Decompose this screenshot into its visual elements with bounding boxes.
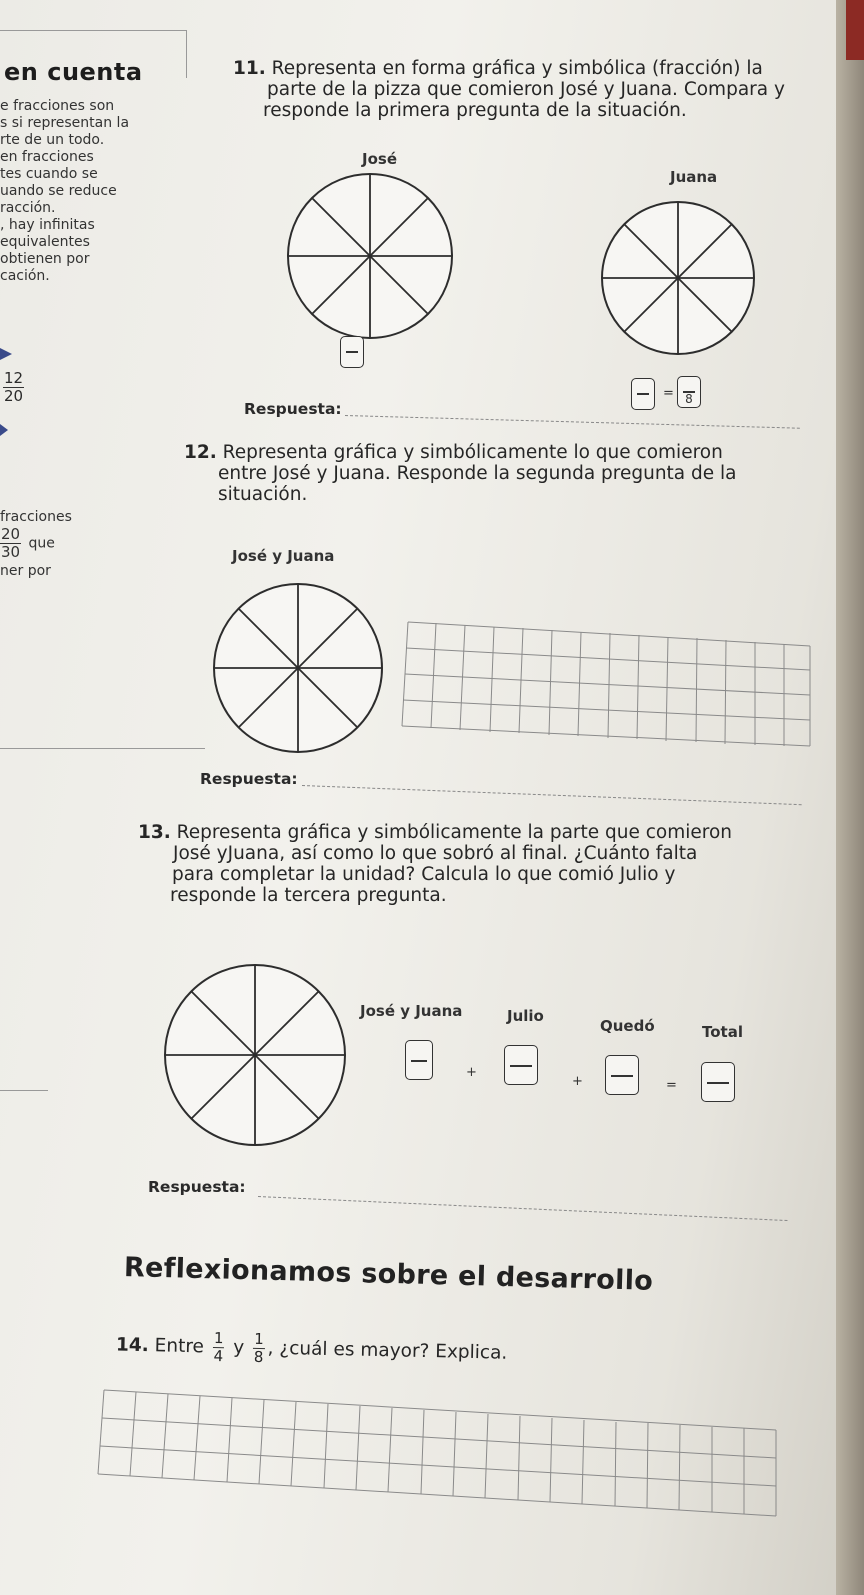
respuesta-label: Respuesta: (200, 770, 298, 788)
fraction-one-eighth (253, 1331, 265, 1366)
fraction-denominator: 20 (4, 387, 24, 405)
fraction-box-jose-y-juana[interactable] (405, 1040, 433, 1080)
fraction-box-total[interactable] (701, 1062, 735, 1102)
respuesta-label: Respuesta: (244, 400, 342, 418)
sidebar-line: uando se reduce (0, 183, 117, 199)
sidebar-line: cación. (0, 268, 50, 284)
q12-line: Representa gráfica y simbólicamente lo que comieron (222, 442, 723, 463)
sidebar-bottom-rule (0, 748, 205, 750)
sidebar-rule (0, 1090, 48, 1092)
fraction-denominator: 8 (685, 392, 693, 406)
fraction-numerator: 1 (254, 1329, 264, 1349)
q13-line: responde la tercera pregunta. (170, 885, 447, 906)
plus-sign: + (572, 1074, 583, 1089)
q12-line: situación. (218, 484, 308, 505)
fraction-box-quedo[interactable] (605, 1055, 639, 1095)
fraction-numerator: 20 (1, 525, 21, 543)
q13-line: Representa gráfica y simbólicamente la parte que comieron (176, 822, 733, 843)
equals-sign: = (666, 1078, 677, 1093)
q13-statement (138, 822, 858, 906)
label-quedo: Quedó (600, 1017, 655, 1035)
sidebar-line: equivalentes (0, 234, 90, 250)
sidebar-line: fracciones (0, 509, 72, 525)
pizza-circle-total[interactable] (160, 960, 350, 1150)
label-jose-y-juana: José y Juana (360, 1002, 463, 1020)
label-jose: José (362, 150, 397, 168)
book-edge (836, 0, 864, 1595)
sidebar-line: ner por (0, 563, 51, 579)
respuesta-label: Respuesta: (148, 1178, 246, 1196)
sidebar-line: s si representan la (0, 115, 130, 131)
grid-12[interactable] (400, 618, 820, 788)
sidebar-top-rule (0, 30, 186, 32)
sidebar-line: racción. (0, 200, 56, 216)
q12-statement (184, 442, 844, 505)
q13-line: José yJuana, así como lo que sobró al final. ¿Cuánto falta (173, 843, 698, 864)
pizza-circle-jose-y-juana[interactable] (210, 580, 386, 756)
fraction-box-juana[interactable] (631, 378, 655, 410)
arrow-icon (0, 346, 14, 362)
label-juana: Juana (670, 168, 718, 186)
sidebar-text (0, 98, 190, 285)
fraction-numerator: 1 (213, 1329, 224, 1348)
fraction-denominator: 4 (213, 1347, 224, 1366)
q11-line: Representa en forma gráfica y simbólica (fracción) la (271, 58, 763, 79)
q13-line: para completar la unidad? Calcula lo que comió Julio y (172, 864, 676, 885)
fraction-box-jose[interactable] (340, 336, 364, 368)
question-number: 11. (233, 58, 266, 79)
red-bookmark (846, 0, 864, 60)
sidebar-title: en cuenta (4, 58, 143, 86)
equals-sign: = (663, 386, 674, 401)
pizza-circle-juana[interactable] (598, 198, 758, 358)
fraction-denominator: 8 (253, 1347, 264, 1367)
sidebar-line: obtienen por (0, 251, 90, 267)
grid-14[interactable] (96, 1388, 796, 1538)
question-number: 12. (184, 442, 217, 463)
q14-text: Entre (154, 1335, 205, 1358)
pizza-circle-jose[interactable] (284, 170, 456, 342)
q11-line: parte de la pizza que comieron José y Juana. Compara y (267, 79, 785, 100)
sidebar-line: rte de un todo. (0, 132, 105, 148)
label-julio: Julio (507, 1007, 544, 1025)
sidebar-right-rule (186, 30, 188, 78)
q11-line: responde la primera pregunta de la situación. (263, 100, 687, 121)
q11-statement (233, 58, 853, 121)
fraction-numerator: 12 (4, 369, 24, 387)
plus-sign: + (466, 1065, 477, 1080)
sidebar-line: tes cuando se (0, 166, 98, 182)
question-number: 13. (138, 822, 171, 843)
fraction-denominator: 30 (1, 543, 21, 561)
section-heading-reflexion: Reflexionamos sobre el desarrollo (123, 1252, 654, 1297)
q12-line: entre José y Juana. Responde la segunda pregunta de la (218, 463, 737, 484)
sidebar-line: que (28, 535, 55, 552)
q14-text: y (233, 1336, 245, 1359)
sidebar-example-fraction-2 (0, 526, 55, 561)
sidebar-example-fraction-1 (0, 370, 27, 405)
fraction-box-equivalent[interactable] (677, 376, 701, 408)
fraction-one-quarter (212, 1330, 224, 1365)
q14-text: , ¿cuál es mayor? Explica. (267, 1337, 508, 1364)
sidebar-line: , hay infinitas (0, 217, 95, 233)
fraction-box-julio[interactable] (504, 1045, 538, 1085)
label-total: Total (702, 1023, 743, 1041)
sidebar-line: e fracciones son (0, 98, 115, 114)
sidebar-line: en fracciones (0, 149, 94, 165)
question-number: 14. (115, 1334, 150, 1357)
arrow-icon (0, 424, 10, 436)
label-jose-y-juana: José y Juana (232, 547, 335, 565)
